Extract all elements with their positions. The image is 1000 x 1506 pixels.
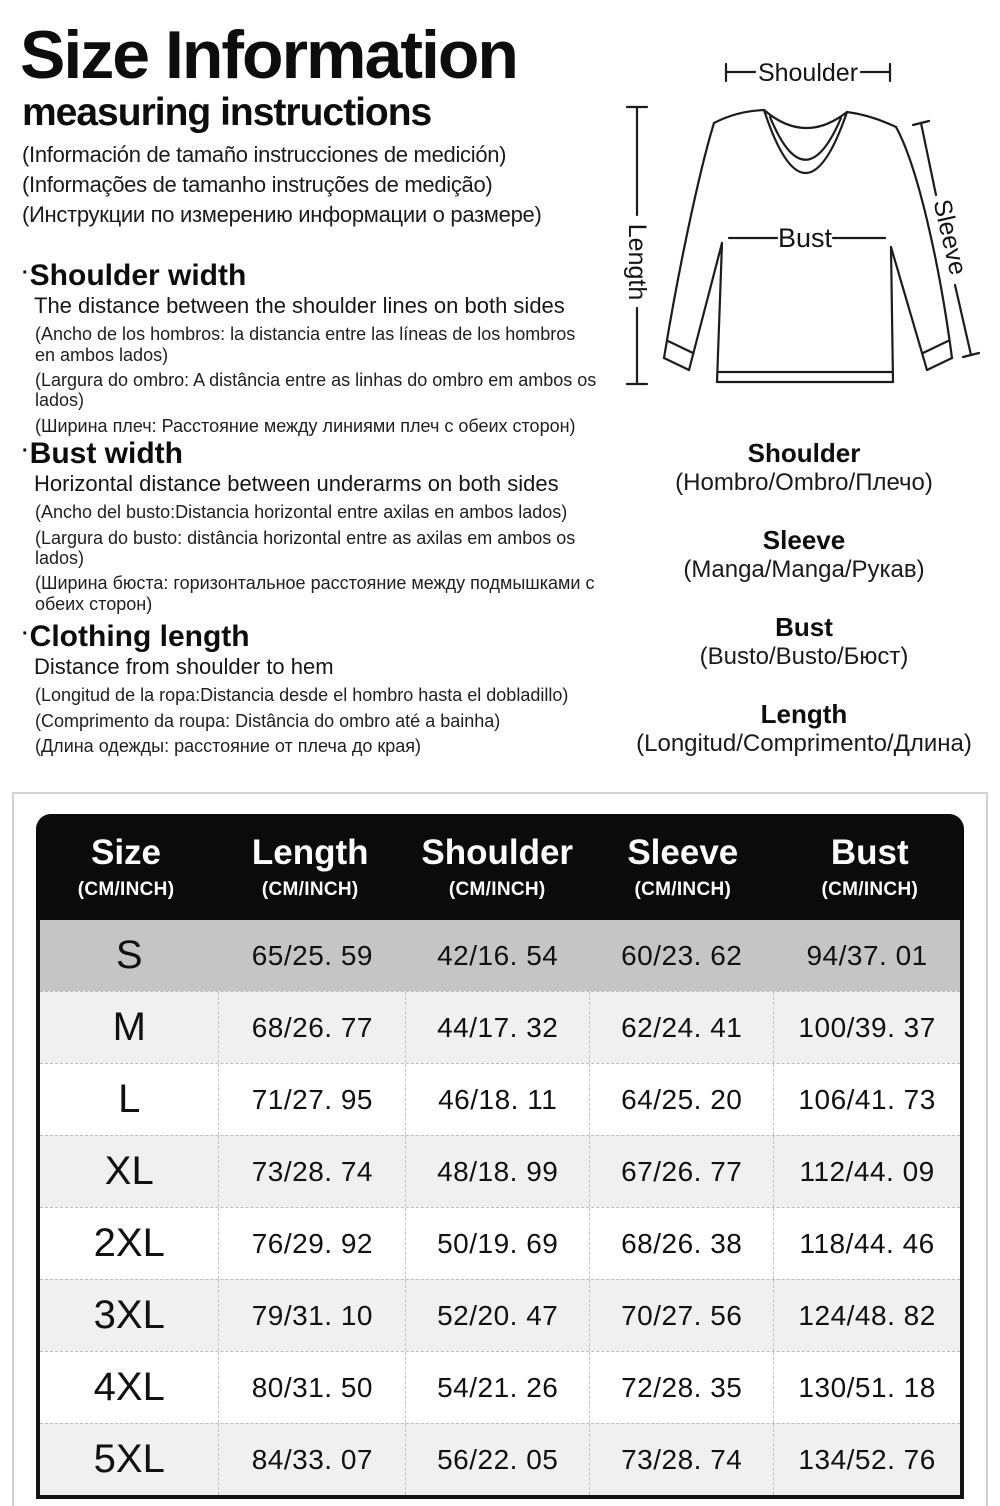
sleeve-cell: 73/28. 74	[589, 1424, 773, 1495]
bust-cell: 106/41. 73	[773, 1064, 960, 1135]
sleeve-cell: 67/26. 77	[589, 1136, 773, 1207]
column-unit: (CM/INCH)	[634, 879, 732, 900]
title-translation-ru: (Инструкции по измерению информации о размере)	[22, 202, 542, 228]
bust-cell: 94/37. 01	[773, 920, 960, 991]
length-cell: 68/26. 77	[218, 992, 405, 1063]
size-table	[36, 814, 964, 1499]
section-bust-width	[22, 438, 600, 619]
column-header-size	[36, 835, 216, 899]
term-name: Sleeve	[762, 524, 846, 555]
section-description: Distance from shoulder to hem	[34, 654, 334, 680]
section-translation-es: (Ancho del busto:Distancia horizontal entre axilas en ambos lados)	[35, 502, 568, 523]
column-unit: (CM/INCH)	[821, 879, 919, 900]
bullet-dot: ·	[22, 262, 29, 284]
section-shoulder-width	[22, 260, 600, 441]
column-unit: (CM/INCH)	[77, 879, 175, 900]
section-clothing-length	[22, 621, 600, 761]
term-shoulder	[608, 438, 1000, 498]
length-cell: 65/25. 59	[218, 920, 405, 991]
sleeve-cell: 60/23. 62	[589, 920, 773, 991]
length-cell: 84/33. 07	[218, 1424, 405, 1495]
table-row-s	[40, 920, 960, 991]
size-table-body	[36, 920, 964, 1499]
bullet-dot: ·	[22, 440, 29, 462]
bust-cell: 100/39. 37	[773, 992, 960, 1063]
title-translation-pt: (Informações de tamanho instruções de medição)	[22, 172, 493, 198]
size-cell: S	[115, 933, 143, 977]
length-cell: 80/31. 50	[218, 1352, 405, 1423]
title-block	[20, 17, 605, 232]
section-title-text: Shoulder width	[29, 259, 247, 292]
bust-cell: 124/48. 82	[773, 1280, 960, 1351]
bust-cell: 130/51. 18	[773, 1352, 960, 1423]
section-description: Horizontal distance between underarms on both sides	[34, 471, 559, 497]
length-cell: 76/29. 92	[218, 1208, 405, 1279]
section-title-text: Bust width	[29, 437, 183, 470]
column-header-length	[216, 835, 404, 899]
section-title-text: Clothing length	[29, 620, 250, 653]
shoulder-cell: 42/16. 54	[405, 920, 589, 991]
size-cell: L	[118, 1077, 141, 1121]
column-header-sleeve	[590, 835, 776, 899]
section-translation-ru: (Ширина бюста: горизонтальное расстояние между подмышками с обеих сторон)	[35, 573, 595, 614]
size-cell: 5XL	[93, 1437, 165, 1481]
bust-cell: 118/44. 46	[773, 1208, 960, 1279]
section-translation-ru: (Длина одежды: расстояние от плеча до края)	[35, 736, 421, 756]
section-description: The distance between the shoulder lines on both sides	[34, 293, 565, 319]
size-cell: XL	[104, 1149, 154, 1193]
section-title	[22, 438, 600, 470]
table-row-4xl	[40, 1351, 960, 1423]
shoulder-cell: 52/20. 47	[405, 1280, 589, 1351]
term-name: Shoulder	[747, 438, 861, 468]
table-row-l	[40, 1063, 960, 1135]
size-table-frame	[12, 792, 988, 1506]
term-translation: (Longitud/Comprimento/Длина)	[636, 730, 972, 758]
term-translation: (Busto/Busto/Бюст)	[699, 643, 909, 671]
measurement-term-labels	[608, 430, 1000, 786]
sleeve-cell: 62/24. 41	[589, 992, 773, 1063]
term-length	[608, 699, 1000, 759]
section-translation-es: (Longitud de la ropa:Distancia desde el hombro hasta el dobladillo)	[35, 685, 569, 706]
size-table-header	[36, 814, 964, 920]
sleeve-cell: 72/28. 35	[589, 1352, 773, 1423]
column-label: Bust	[830, 833, 909, 872]
shoulder-cell: 44/17. 32	[405, 992, 589, 1063]
term-sleeve	[608, 525, 1000, 585]
bullet-dot: ·	[22, 623, 29, 645]
page-title: Size Information	[20, 17, 517, 93]
sleeve-cell: 64/25. 20	[589, 1064, 773, 1135]
length-cell: 73/28. 74	[218, 1136, 405, 1207]
length-cell: 71/27. 95	[218, 1064, 405, 1135]
column-label: Shoulder	[421, 833, 574, 872]
sleeve-cell: 70/27. 56	[589, 1280, 773, 1351]
size-cell: M	[112, 1005, 146, 1049]
section-title	[22, 621, 600, 653]
table-row-2xl	[40, 1207, 960, 1279]
section-translation-pt: (Largura do ombro: A distância entre as linhas do ombro em ambos os lados)	[35, 370, 597, 411]
column-unit: (CM/INCH)	[448, 879, 546, 900]
shirt-measurement-diagram	[608, 40, 1000, 440]
section-title	[22, 260, 600, 292]
column-unit: (CM/INCH)	[261, 879, 359, 900]
section-translation-pt: (Comprimento da roupa: Distância do ombro até a bainha)	[35, 710, 501, 731]
table-row-5xl	[40, 1423, 960, 1495]
diagram-bust-label: Bust	[777, 223, 833, 253]
term-name: Length	[760, 698, 848, 729]
size-cell: 4XL	[93, 1365, 165, 1409]
diagram-length-label: Length	[623, 223, 651, 301]
table-row-m	[40, 991, 960, 1063]
shoulder-cell: 56/22. 05	[405, 1424, 589, 1495]
section-translation-ru: (Ширина плеч: Расстояние между линиями плеч с обеих сторон)	[35, 415, 576, 436]
term-translation: (Hombro/Ombro/Плечо)	[675, 469, 933, 497]
term-translation: (Manga/Manga/Рукав)	[683, 556, 925, 584]
shoulder-cell: 48/18. 99	[405, 1136, 589, 1207]
column-label: Sleeve	[627, 833, 739, 872]
table-row-xl	[40, 1135, 960, 1207]
size-cell: 3XL	[93, 1293, 165, 1337]
shoulder-cell: 54/21. 26	[405, 1352, 589, 1423]
sleeve-cell: 68/26. 38	[589, 1208, 773, 1279]
title-translation-es: (Información de tamaño instrucciones de medición)	[22, 142, 507, 168]
shoulder-cell: 46/18. 11	[405, 1064, 589, 1135]
page-subtitle: measuring instructions	[22, 91, 432, 135]
column-header-bust	[776, 835, 964, 899]
bust-cell: 134/52. 76	[773, 1424, 960, 1495]
term-bust	[608, 612, 1000, 672]
term-name: Bust	[775, 611, 833, 642]
size-cell: 2XL	[93, 1221, 165, 1265]
column-header-shoulder	[404, 835, 590, 899]
table-row-3xl	[40, 1279, 960, 1351]
bust-cell: 112/44. 09	[773, 1136, 960, 1207]
column-label: Size	[90, 833, 162, 872]
shoulder-cell: 50/19. 69	[405, 1208, 589, 1279]
length-cell: 79/31. 10	[218, 1280, 405, 1351]
section-translation-es: (Ancho de los hombros: la distancia entre las líneas de los hombros en ambos lados)	[35, 324, 576, 365]
diagram-shoulder-label: Shoulder	[757, 59, 859, 87]
section-translation-pt: (Largura do busto: distância horizontal entre as axilas em ambos os lados)	[35, 527, 576, 568]
column-label: Length	[251, 833, 369, 872]
diagram-sleeve-label: Sleeve	[927, 196, 973, 278]
